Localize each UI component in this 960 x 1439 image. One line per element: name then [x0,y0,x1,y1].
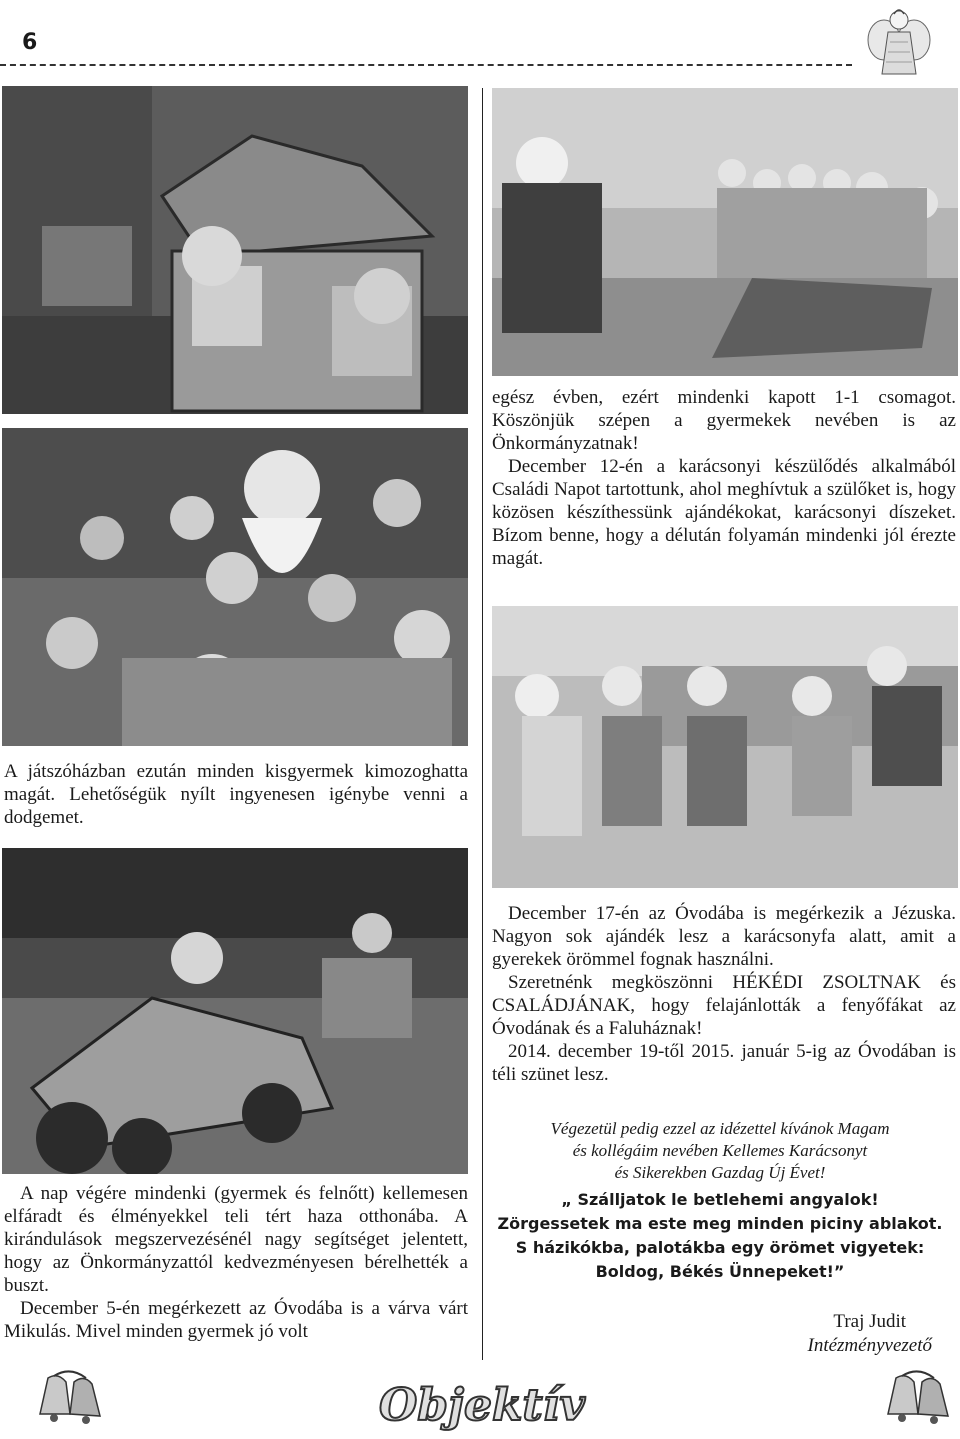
caption-playhouse [4,760,468,829]
caption-day-end [4,1182,468,1343]
bells-right-icon [882,1368,956,1430]
bells-left-icon [34,1368,108,1430]
right-bottom-para1: December 17-én az Óvodába is megérkezik a Jézuska. Nagyon sok ajándék lesz a karácsonyfa alatt, amit a gyerekek örömmel fognak használni. [492,903,956,970]
signature-name: Traj Judit [833,1311,907,1332]
poem-line-2: Zörgessetek ma este meg minden piciny ablakot. [497,1214,943,1233]
right-top-text [492,386,956,570]
objektiv-logo-text: Objektív [378,1380,586,1431]
angel-ornament-icon [864,2,934,78]
right-top-para2: December 12-én a karácsonyi készülődés alkalmából Családi Napot tartottunk, ahol meghívtuk a szülőket is, hogy közösen készíthessünk ajándékokat, karácsonyi díszeket. Bízom benne, hogy a délután folyamán mindenki jól érezte magát. [492,456,956,569]
photo-santa-classroom [492,88,958,376]
right-bottom-para3: 2014. december 19-től 2015. január 5-ig az Óvodában is téli szünet lesz. [492,1041,956,1085]
signature-role: Intézményvezető [807,1335,932,1356]
right-top-para1: egész évben, ezért mindenki kapott 1-1 csomagot. Köszönjük szépen a gyermekek nevében is az Önkormányzatnak! [492,387,956,454]
objektiv-logo [360,1376,604,1432]
caption-playhouse-text: A játszóházban ezután minden kisgyermek kimozoghatta magát. Lehetőségük nyílt ingyenesen igénybe venni a dodgemet. [4,761,468,828]
page-number: 6 [22,30,38,55]
signature [808,1310,933,1358]
caption-day-end-text: A nap végére mindenki (gyermek és felnőtt) kellemesen elfáradt és élményekkel teli tért haza otthonába. A kirándulások megszervezésénél nagy segítséget jelentett, hogy az Önkormányzattól kedvezményesen bérelhették a buszt. [4,1183,468,1296]
column-divider [482,88,483,1360]
poem-line-4: Boldog, Békés Ünnepeket!” [595,1262,845,1281]
poem [492,1188,948,1284]
photo-family-day [492,606,958,888]
poem-line-3: S házikókba, palotákba egy örömet vigyetek: [515,1238,925,1257]
right-bottom-para2: Szeretnénk megköszönni HÉKÉDI ZSOLTNAK és CSALÁDJÁNAK, hogy felajánlották a fenyőfákat az Óvodának és a Faluháznak! [492,972,956,1039]
closing-wishes [492,1118,948,1284]
wish-line-3: és Sikerekben Gazdag Új Évet! [614,1163,826,1182]
right-bottom-text [492,902,956,1086]
photo-dodgem [2,848,468,1174]
poem-line-1: „ Szálljatok le betlehemi angyalok! [561,1190,879,1209]
wish-line-2: és kollégáim nevében Kellemes Karácsonyt [572,1141,868,1160]
caption-mikulas-text: December 5-én megérkezett az Óvodába is a várva várt Mikulás. Mivel minden gyermek jó volt [4,1298,468,1342]
photo-playhouse [2,86,468,414]
header-rule [0,64,852,66]
wish-line-1: Végezetül pedig ezzel az idézettel kívánok Magam [550,1119,890,1138]
photo-mikulas-group [2,428,468,746]
